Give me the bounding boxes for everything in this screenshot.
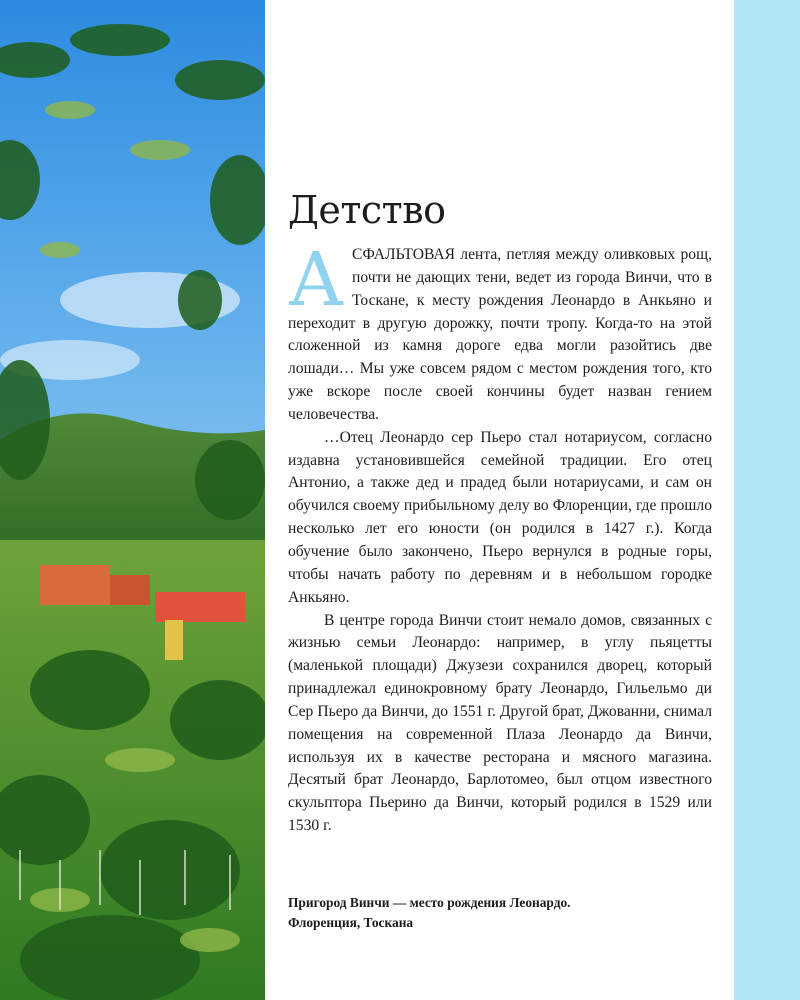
article-heading: Детство — [288, 188, 446, 232]
drop-cap: А — [288, 237, 345, 323]
caption-line-1: Пригород Винчи — место рождения Леонардо. — [288, 895, 571, 910]
landscape-photo — [0, 0, 265, 1000]
edge-color-strip — [734, 0, 800, 1000]
paragraph-3: В центре города Винчи стоит немало домов, связанных с жизнью семьи Леонардо: например, в углу пьяцетты (маленькой площади) Джузези сохранился дворец, который принадлежал единокровному брату Леонардо, Гильельмо ди Сер Пьеро да Винчи, до 1551 г. Другой брат, Джованни, снимал помещения на современной Плаза Леонардо да Винчи, используя их в качестве ресторана и мясного магазина. Десятый брат Леонардо, Барлотомео, был отцом известного скульптора Пьерино да Винчи, который родился в 1529 или 1530 г. — [288, 611, 712, 835]
photo-caption — [288, 893, 708, 933]
paragraph-2: …Отец Леонардо сер Пьеро стал нотариусом, согласно издавна установившейся семейной традиции. Его отец Антонио, а также дед и прадед были нотариусами, и сам он обучился своему прибыльному делу во Флоренции, где прошло несколько лет его юности (он родился в 1427 г.). Когда обучение было закончено, Пьеро вернулся в родные горы, чтобы начать работу по деревням и в небольшом городке Анкьяно. — [288, 428, 712, 606]
paragraph-1 — [288, 237, 712, 427]
article-body — [288, 237, 712, 838]
paragraph-1-text: СФАЛЬТОВАЯ лента, петляя между оливковых рощ, почти не дающих тени, ведет из города Винчи, что в Тоскане, к месту рождения Леонардо в Анкьяно и переходит в другую дорожку, почти тропу. Когда-то на этой сложенной из камня дороге едва могли разойтись две лошади… Мы уже совсем рядом с местом рождения того, кто уже вскоре после своей кончины будет назван гением человечества. — [288, 246, 712, 423]
caption-line-2: Флоренция, Тоскана — [288, 915, 414, 930]
